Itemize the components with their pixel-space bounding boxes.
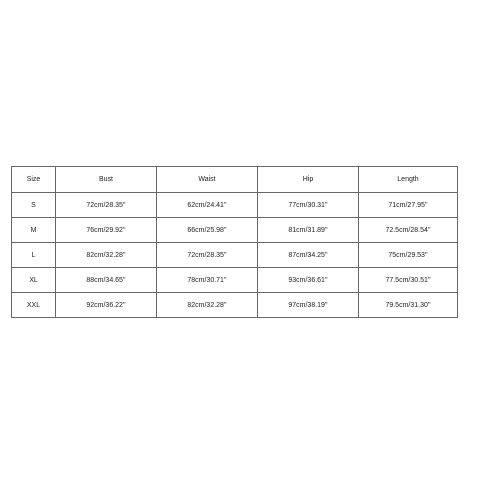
- table-row: [12, 243, 458, 268]
- column-header-size: Size: [12, 167, 56, 193]
- hip-cell: 87cm/34.25'': [258, 243, 359, 268]
- hip-cell: 93cm/36.61'': [258, 268, 359, 293]
- waist-cell: 72cm/28.35'': [157, 243, 258, 268]
- waist-cell: 66cm/25.98'': [157, 218, 258, 243]
- table-row: [12, 268, 458, 293]
- size-cell: XL: [12, 268, 56, 293]
- bust-cell: 82cm/32.28'': [56, 243, 157, 268]
- length-cell: 75cm/29.53'': [359, 243, 458, 268]
- hip-cell: 81cm/31.89'': [258, 218, 359, 243]
- column-header-waist: Waist: [157, 167, 258, 193]
- waist-cell: 78cm/30.71'': [157, 268, 258, 293]
- waist-cell: 82cm/32.28'': [157, 293, 258, 318]
- bust-cell: 76cm/29.92'': [56, 218, 157, 243]
- size-cell: L: [12, 243, 56, 268]
- bust-cell: 88cm/34.65'': [56, 268, 157, 293]
- bust-cell: 92cm/36.22'': [56, 293, 157, 318]
- hip-cell: 77cm/30.31'': [258, 193, 359, 218]
- hip-cell: 97cm/38.19'': [258, 293, 359, 318]
- table-row: [12, 293, 458, 318]
- size-cell: XXL: [12, 293, 56, 318]
- length-cell: 77.5cm/30.51'': [359, 268, 458, 293]
- column-header-hip: Hip: [258, 167, 359, 193]
- table-row: [12, 218, 458, 243]
- column-header-bust: Bust: [56, 167, 157, 193]
- waist-cell: 62cm/24.41'': [157, 193, 258, 218]
- length-cell: 72.5cm/28.54'': [359, 218, 458, 243]
- size-cell: M: [12, 218, 56, 243]
- length-cell: 71cm/27.95'': [359, 193, 458, 218]
- header-row: [12, 167, 458, 193]
- bust-cell: 72cm/28.35'': [56, 193, 157, 218]
- size-cell: S: [12, 193, 56, 218]
- column-header-length: Length: [359, 167, 458, 193]
- size-chart-table: [11, 166, 458, 318]
- length-cell: 79.5cm/31.30'': [359, 293, 458, 318]
- table-row: [12, 193, 458, 218]
